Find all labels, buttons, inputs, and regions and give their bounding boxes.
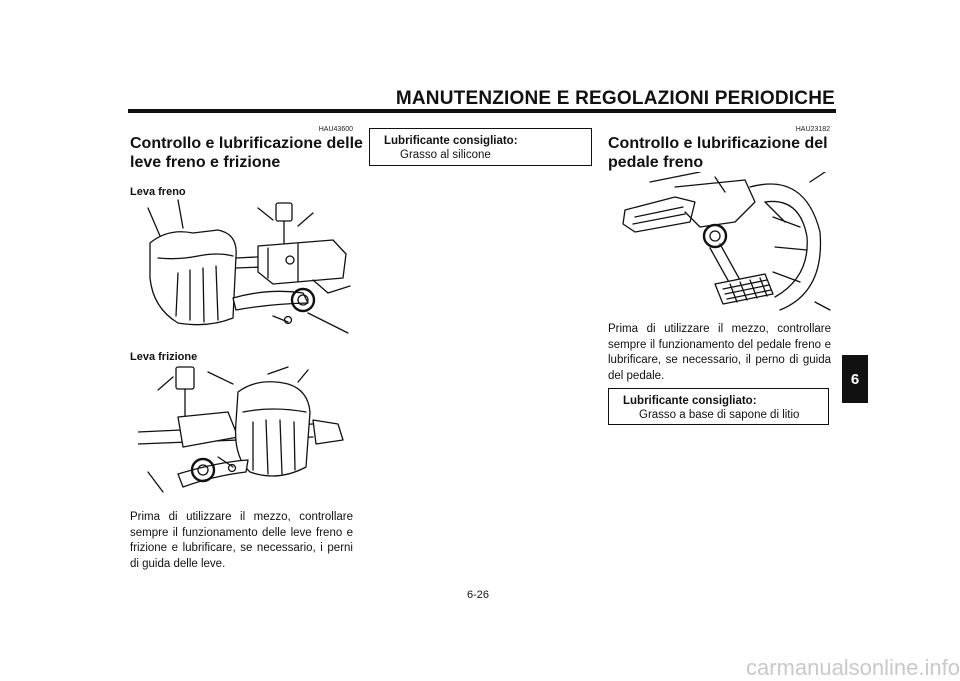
section-title-left-line2: leve freno e frizione [130, 154, 281, 171]
page-header-title: MANUTENZIONE E REGOLAZIONI PERIODICHE [395, 88, 835, 109]
lubricant-box-silicone-title: Lubrificante consigliato: [384, 135, 518, 147]
brake-pedal-illustration [615, 172, 833, 312]
section-title-right [608, 134, 828, 172]
lubricant-box-silicone-value: Grasso al silicone [400, 149, 491, 161]
body-text-left: Prima di utilizzare il mezzo, controllare sempre il funzionamento delle leve freno e frizione e lubrificare, se necessario, i perni di guida delle leve. [130, 511, 353, 570]
section-title-right-line2: pedale freno [608, 154, 704, 171]
section-code-right: HAU23182 [795, 126, 830, 133]
chapter-tab[interactable]: 6 [842, 355, 868, 403]
watermark: carmanualsonline.info [745, 655, 960, 680]
section-title-left-line1: Controllo e lubrificazione delle [130, 135, 363, 152]
lubricant-box-silicone [369, 128, 592, 166]
clutch-lever-illustration [138, 362, 356, 500]
page-number: 6-26 [466, 589, 490, 601]
body-text-right: Prima di utilizzare il mezzo, controllare sempre il funzionamento del pedale freno e lubrificare, se necessario, il perno di guida del pedale. [608, 323, 831, 382]
subheading-brake-lever: Leva freno [130, 186, 186, 198]
header-rule [128, 109, 836, 113]
lubricant-box-lithium [608, 388, 829, 425]
subheading-clutch-lever: Leva frizione [130, 351, 198, 363]
brake-lever-illustration [138, 198, 356, 343]
section-title-left [130, 134, 363, 172]
lubricant-box-lithium-title: Lubrificante consigliato: [623, 395, 757, 407]
section-title-right-line1: Controllo e lubrificazione del [608, 135, 828, 152]
section-code-left: HAU43600 [318, 126, 353, 133]
lubricant-box-lithium-value: Grasso a base di sapone di litio [639, 409, 800, 421]
